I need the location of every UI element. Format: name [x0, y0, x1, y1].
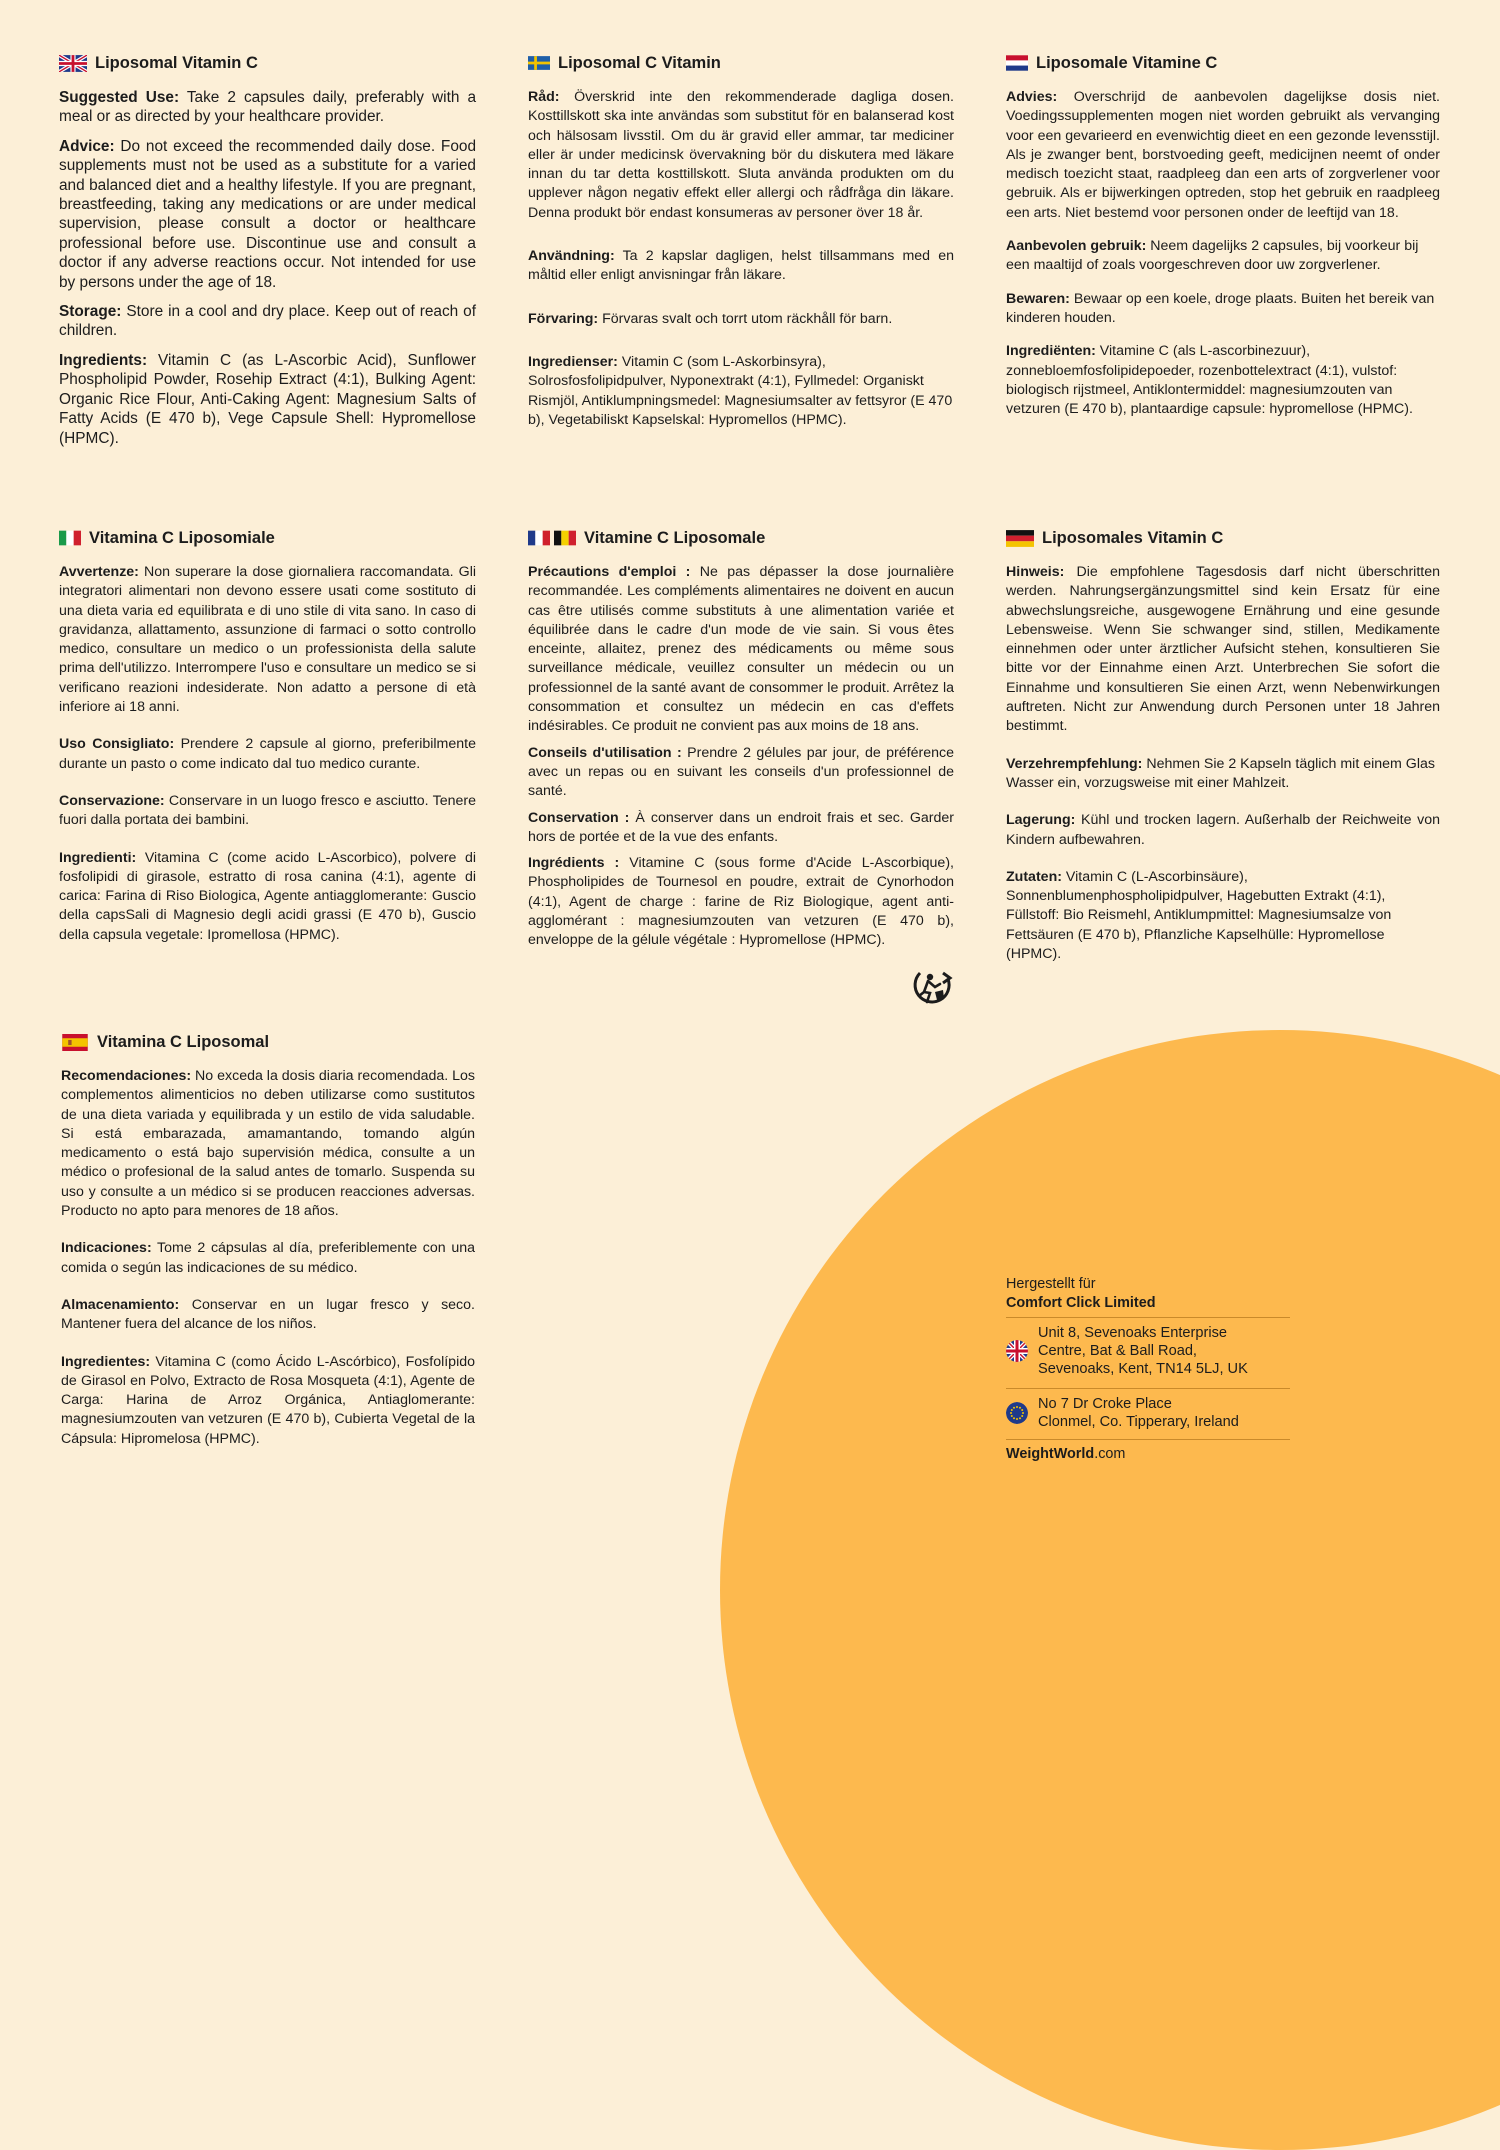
usage-paragraph: Conseils d'utilisation : Prendre 2 gélules par jour, de préférence avec un repas ou en suivant les conseils d'un professionnel de santé. — [528, 744, 954, 800]
usage-paragraph: Uso Consigliato: Prendere 2 capsule al giorno, preferibilmente durante un pasto o come indicato dal tuo medico curante. — [59, 736, 476, 772]
storage-paragraph: Lagerung: Kühl und trocken lagern. Außerhalb der Reichweite von Kindern aufbewahren. — [1006, 812, 1440, 848]
ingredients-paragraph: Ingredienser: Vitamin C (som L-Askorbinsyra), Solrosfosfolipidpulver, Nyponextrakt (4:1), Fyllmedel: Organiskt Rismjöl, Antiklumpningsmedel: Magnesiumsalter av fettsyror (E 470 b), Vegetabiliskt Kapselskal: Hypromellos (HPMC). — [528, 353, 953, 428]
section-german — [1006, 527, 1440, 982]
eu-flag-icon — [1006, 1402, 1028, 1424]
ingredients-paragraph: Ingredients: Vitamin C (as L-Ascorbic Acid), Sunflower Phospholipid Powder, Rosehip Extract (4:1), Bulking Agent: Organic Rice Flour, Anti-Caking Agent: Magnesium Salts of Fatty Acids (E 470 b), Vege Capsule Shell: Hypromellose (HPMC). — [59, 351, 476, 447]
storage-paragraph: Almacenamiento: Conservar en un lugar fresco y seco. Mantener fuera del alcance de los niños. — [61, 1296, 475, 1333]
advice-paragraph: Recomendaciones: No exceda la dosis diaria recomendada. Los complementos alimenticios no deben utilizarse como sustitutos de una dieta variada y equilibrada y un estilo de vida saludable. Si está embarazada, amamantando, tomando algún medicamento o está bajo supervisión médica, consulte a un médico o profesional de la salud antes de tomarlo. Suspenda su uso y consulte a un médico si se producen reacciones adversas. Producto no apto para menores de 18 años. — [61, 1068, 476, 1220]
uk-flag-icon — [59, 55, 87, 72]
spain-flag-icon — [61, 1034, 89, 1051]
italy-flag-icon — [59, 530, 81, 546]
made-for-label: Hergestellt für — [1006, 1276, 1096, 1292]
belgium-flag-icon — [554, 530, 576, 546]
eu-address-row — [1006, 1388, 1290, 1437]
advice-paragraph: Advies: Overschrijd de aanbevolen dagelijkse dosis niet. Voedingssupplementen mogen niet worden gebruikt als vervanging voor een gevarieerd en evenwichtig dieet en een gezonde levensstijl. Als je zwanger bent, borstvoeding geeft, medicijnen neemt of onder medisch toezicht staat, raadpleeg dan een arts of zorgverlener voor gebruik. Als er bijwerkingen optreden, stop het gebruik en raadpleeg een arts. Niet bestemd voor personen onder de leeftijd van 18. — [1006, 89, 1440, 221]
advice-paragraph: Avvertenze: Non superare la dose giornaliera raccomandata. Gli integratori alimentari non devono essere usati come sostituto di una dieta varia ed equilibrata e di uno stile di vita sano. In caso di gravidanza, allattamento, assunzione di farmaci o sotto controllo medico, consultare un medico o un professionista della salute prima dell'utilizzo. Interrompere l'uso e consultare un medico se si verificano reazioni indesiderate. Non adatto a persone di età inferiore ai 18 anni. — [59, 564, 476, 716]
eu-address: No 7 Dr Croke Place Clonmel, Co. Tipperary, Ireland — [1038, 1396, 1239, 1430]
storage-paragraph: Conservazione: Conservare in un luogo fresco e asciutto. Tenere fuori dalla portata dei bambini. — [59, 792, 476, 829]
germany-flag-icon — [1006, 530, 1034, 547]
section-title: Liposomale Vitamine C — [1006, 52, 1440, 74]
section-spanish — [61, 1031, 475, 1467]
advice-paragraph: Advice: Do not exceed the recommended daily dose. Food supplements must not be used as a substitute for a varied and balanced diet and a healthy lifestyle. If you are pregnant, breastfeeding, taking any medications or are under medical supervision, please consult a doctor or healthcare professional before use. Discontinue use and consult a doctor if any adverse reactions occur. Not intended for use by persons under the age of 18. — [59, 137, 476, 291]
ingredients-paragraph: Ingrédients : Vitamine C (sous forme d'Acide L-Ascorbique), Phospholipides de Tournesol en poudre, extrait de Cynorhodon (4:1), Agent de charge : farine de Riz Biologique, agent anti-agglomérant : magnesiumzouten van vetzuren (E 470 b), enveloppe de la gélule végétale : Hypromellose (HPMC). — [528, 855, 954, 949]
section-swedish — [528, 52, 954, 454]
section-dutch — [1006, 52, 1440, 433]
uk-flag-icon — [1006, 1340, 1028, 1362]
advice-paragraph: Hinweis: Die empfohlene Tagesdosis darf nicht überschritten werden. Nahrungsergänzungsmittel sind kein Ersatz für eine abwechslungsreiche, ausgewogene Ernährung und eine gesunde Lebensweise. Wenn Sie schwanger sind, stillen, Medikamente einnehmen oder unter ärztlicher Aufsicht stehen, konsultieren Sie bitte vor der Einnahme einen Arzt. Unterbrechen Sie sofort die Einnahme und konsultieren Sie einen Arzt, wenn Nebenwirkungen auftreten. Nicht zur Anwendung durch Personen unter 18 Jahren bestimmt. — [1006, 564, 1440, 735]
ingredients-paragraph: Ingredientes: Vitamina C (como Ácido L-Ascórbico), Fosfolípido de Girasol en Polvo, Extracto de Rosa Mosqueta (4:1), Agente de Carga: Harina de Arroz Orgánica, Antiaglomerante: magnesiumzouten van vetzuren (E 470 b), Cubierta Vegetal de la Cápsula: Hipromelosa (HPMC). — [61, 1353, 475, 1447]
ingredients-paragraph: Zutaten: Vitamin C (L-Ascorbinsäure), Sonnenblumenphospholipidpulver, Hagebutten Extrakt (4:1), Füllstoff: Bio Reismehl, Antiklumpmittel: Magnesiumsalze von Fettsäuren (E 470 b), Pflanzliche Kapselhülle: Hypromellose (HPMC). — [1006, 868, 1392, 963]
storage-paragraph: Bewaren: Bewaar op een koele, droge plaats. Buiten het bereik van kinderen houden. — [1006, 290, 1435, 326]
section-title: Liposomal Vitamin C — [59, 52, 476, 74]
usage-paragraph: Suggested Use: Take 2 capsules daily, preferably with a meal or as directed by your healthcare provider. — [59, 89, 477, 126]
section-english — [59, 52, 476, 458]
advice-paragraph: Råd: Överskrid inte den rekommenderade dagliga dosen. Kosttillskott ska inte användas som substitut för en balanserad kost och hälsosam livsstil. Om du är gravid eller ammar, tar mediciner eller är under medicinsk övervakning bör du diskutera med läkare innan du tar detta kosttillskott. Sluta använda produkten om du upplever någon negativ effekt eller allergi och rådfråga din läkare. Denna produkt bör endast konsumeras av personer över 18 år. — [528, 89, 954, 221]
sweden-flag-icon — [528, 55, 550, 71]
ingredients-paragraph: Ingredienti: Vitamina C (come acido L-Ascorbico), polvere di fosfolipidi di girasole, estratto di rosa canina (4:1), agente di carica: Farina di Riso Biologica, Agente antiagglomerante: Guscio della capsSali di Magnesio degli acidi grassi (E 470 b), Guscio della capsula vegetale: Ipromellosa (HPMC). — [59, 849, 476, 943]
storage-paragraph: Conservation : À conserver dans un endroit frais et sec. Garder hors de portée et de la vue des enfants. — [528, 809, 955, 845]
usage-paragraph: Verzehrempfehlung: Nehmen Sie 2 Kapseln täglich mit einem Glas Wasser ein, vorzugsweise mit einer Mahlzeit. — [1006, 755, 1435, 791]
usage-paragraph: Indicaciones: Tome 2 cápsulas al día, preferiblemente con una comida o según las indicaciones de su médico. — [61, 1240, 475, 1276]
usage-paragraph: Aanbevolen gebruik: Neem dagelijks 2 capsules, bij voorkeur bij een maaltijd of zoals voorgeschreven door uw zorgverlener. — [1006, 238, 1419, 274]
section-title: Vitamina C Liposomiale — [59, 527, 476, 549]
netherlands-flag-icon — [1006, 55, 1028, 71]
section-title: Liposomales Vitamin C — [1006, 527, 1440, 549]
ingredients-paragraph: Ingrediënten: Vitamine C (als L-ascorbinezuur), zonnebloemfosfolipidepoeder, rozenbottelextract (4:1), vulstof: biologisch rijstmeel, Antiklontermiddel: magnesiumzouten van vetzuren (E 470 b), plantaardige capsule: hypromellose (HPMC). — [1006, 343, 1413, 418]
section-italian — [59, 527, 476, 963]
france-flag-icon — [528, 530, 550, 546]
company-name: Comfort Click Limited — [1006, 1295, 1156, 1311]
usage-paragraph: Användning: Ta 2 kapslar dagligen, helst tillsammans med en måltid eller enligt anvisningar från läkare. — [528, 248, 954, 284]
section-title: Vitamina C Liposomal — [61, 1031, 475, 1053]
section-title: Vitamine C Liposomale — [528, 527, 954, 549]
uk-address-row — [1006, 1317, 1290, 1384]
triman-recycling-icon — [910, 965, 954, 1007]
decorative-circle — [720, 1030, 1500, 2150]
section-french — [528, 527, 954, 958]
advice-paragraph: Précautions d'emploi : Ne pas dépasser la dose journalière recommandée. Les compléments alimentaires ne doivent en aucun cas être utilisés comme substituts à une alimentation variée et équilibrée dans le cadre d'un mode de vie sain. Si vous êtes enceinte, allaitez, prenez des médicaments ou même sous surveillance médicale, veuillez consulter un médecin ou un professionnel de la santé avant de consommer le produit. Arrêtez la consommation et consultez un médecin en cas d'effets indésirables. Ce produit ne convient pas aux moins de 18 ans. — [528, 564, 954, 735]
section-title: Liposomal C Vitamin — [528, 52, 954, 74]
manufacturer-info — [1006, 1275, 1290, 1462]
storage-paragraph: Storage: Store in a cool and dry place. Keep out of reach of children. — [59, 303, 476, 340]
storage-paragraph: Förvaring: Förvaras svalt och torrt utom räckhåll för barn. — [528, 310, 893, 327]
uk-address: Unit 8, Sevenoaks Enterprise Centre, Bat & Ball Road, Sevenoaks, Kent, TN14 5LJ, UK — [1038, 1325, 1248, 1377]
website-link[interactable]: WeightWorld.com — [1006, 1439, 1290, 1462]
